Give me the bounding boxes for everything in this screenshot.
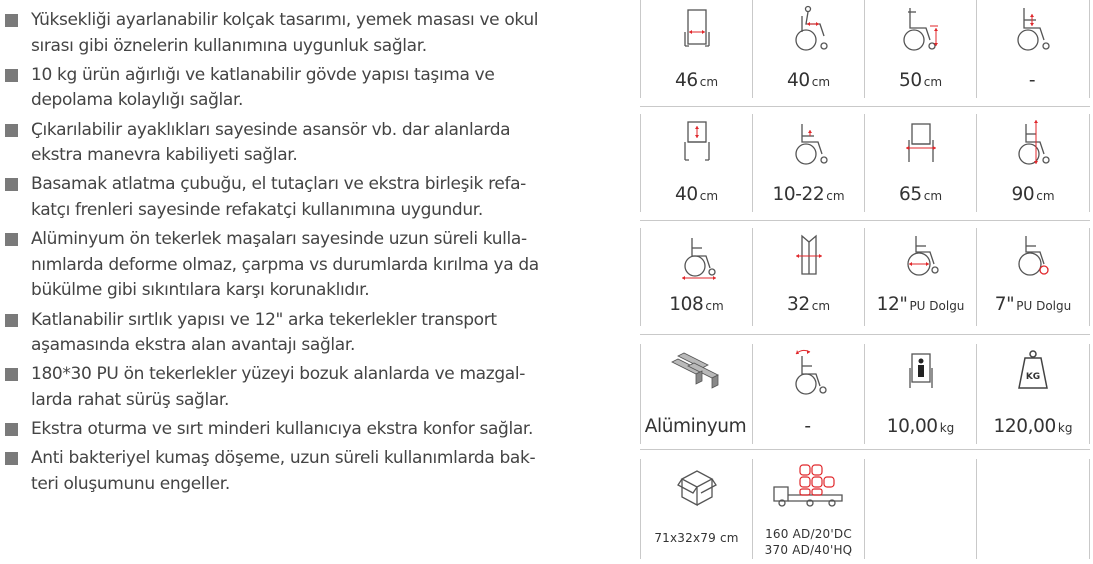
feature-item — [0, 308, 600, 359]
feature-text: nımlarda deforme olmaz, çarpma vs durumlarda kırılma ya da — [31, 254, 539, 275]
spec-value: 120,00 — [993, 416, 1056, 437]
feature-text: 180*30 PU ön tekerlekler yüzeyi bozuk alanlarda ve mazgal- — [31, 364, 525, 385]
folded-width-icon — [780, 232, 838, 282]
feature-text: teri oluşumunu engeller. — [31, 473, 230, 494]
feature-text: Basamak atlatma çubuğu, el tutaçları ve ekstra birleşik refa- — [31, 174, 526, 195]
seat-height-icon — [892, 4, 950, 54]
feature-list — [0, 8, 600, 501]
spec-value: 10,00 — [886, 416, 938, 437]
spec-cell-container — [752, 459, 864, 559]
spec-unit: PU Dolgu — [1016, 299, 1072, 313]
feature-item — [0, 417, 600, 443]
spec-grid — [640, 0, 1090, 564]
total-length-icon — [668, 232, 726, 282]
spec-cell-total-width — [864, 114, 976, 212]
feature-text: bükülme gibi sıkıntılara karşı korunaklıdır. — [31, 280, 370, 301]
spec-value: 65 — [898, 184, 922, 205]
row-divider — [640, 449, 1090, 450]
feature-text: Katlanabilir sırtlık yapısı ve 12" arka tekerlekler transport — [31, 309, 497, 330]
spec-cell-seat-depth — [752, 0, 864, 98]
spec-value: 12" — [876, 294, 908, 315]
spec-unit: cm — [811, 75, 831, 89]
feature-item — [0, 362, 600, 413]
rear-wheel-icon — [892, 232, 950, 282]
feature-text: 10 kg ürün ağırlığı ve katlanabilir gövde yapısı taşıma ve — [31, 64, 495, 85]
spec-value: 90 — [1011, 184, 1035, 205]
spec-value: 40 — [674, 184, 698, 205]
feature-item — [0, 8, 600, 59]
container-truck-icon — [769, 463, 849, 513]
backrest-width-icon — [668, 118, 726, 168]
seat-width-icon — [668, 4, 726, 54]
package-box-icon — [668, 463, 726, 513]
spec-value: 40 — [786, 70, 810, 91]
spec-cell-package — [640, 459, 752, 559]
spec-cell-empty — [864, 459, 976, 559]
row-divider — [640, 106, 1090, 107]
feature-item — [0, 227, 600, 304]
spec-unit: cm — [923, 189, 943, 203]
spec-cell-backrest-recline — [752, 344, 864, 444]
seat-depth-icon — [780, 4, 838, 54]
spec-cell-armrest-adjust — [752, 114, 864, 212]
spec-value: Alüminyum — [644, 416, 747, 437]
svg-text:KG: KG — [1025, 372, 1041, 382]
feature-item — [0, 63, 600, 114]
feature-text: katçı frenleri sayesinde refakatçi kullanımına uygundur. — [31, 199, 483, 220]
feature-text: Ekstra oturma ve sırt minderi kullanıcıya ekstra konfor sağlar. — [31, 419, 534, 440]
bullet-square-icon — [5, 423, 18, 436]
spec-value: - — [1028, 70, 1036, 91]
feature-text: Yüksekliği ayarlanabilir kolçak tasarımı, yemek masası ve okul — [31, 10, 539, 30]
bullet-square-icon — [5, 233, 18, 246]
armrest-adjust-icon — [780, 118, 838, 168]
spec-value: 50 — [898, 70, 922, 91]
spec-unit: cm — [1036, 189, 1055, 203]
feature-text: depolama kolaylığı sağlar. — [31, 90, 244, 111]
backrest-recline-icon — [780, 348, 838, 398]
bullet-square-icon — [5, 124, 18, 137]
spec-cell-armrest-height — [976, 0, 1090, 98]
bullet-square-icon — [5, 178, 18, 191]
spec-cell-seat-width — [640, 0, 752, 98]
bullet-square-icon — [5, 14, 18, 27]
front-wheel-icon — [1004, 232, 1062, 282]
spec-value: 10-22 — [772, 184, 825, 205]
feature-text: ekstra manevra kabiliyeti sağlar. — [31, 145, 298, 166]
feature-text: Çıkarılabilir ayaklıkları sayesinde asansör vb. dar alanlarda — [31, 119, 511, 140]
spec-unit: cm — [699, 189, 719, 203]
spec-cell-rear-wheel — [864, 228, 976, 326]
feature-item — [0, 446, 600, 497]
spec-row — [640, 114, 1090, 212]
total-height-icon — [1004, 118, 1062, 168]
spec-unit: cm — [811, 299, 831, 313]
kg-weight-icon — [1004, 348, 1062, 398]
spec-value: 32 — [786, 294, 810, 315]
spec-cell-product-weight — [864, 344, 976, 444]
feature-item — [0, 118, 600, 169]
feature-item — [0, 172, 600, 223]
spec-value: 7" — [994, 294, 1015, 315]
spec-cell-total-height — [976, 114, 1090, 212]
spec-value-2: 370 AD/40'HQ — [764, 543, 853, 557]
spec-cell-seat-height — [864, 0, 976, 98]
spec-value: 71x32x79 cm — [654, 531, 739, 545]
spec-cell-front-wheel — [976, 228, 1090, 326]
feature-text: Anti bakteriyel kumaş döşeme, uzun süreli kullanımlarda bak- — [31, 448, 536, 469]
spec-value: 160 AD/20'DC — [765, 527, 852, 541]
spec-cell-backrest-width — [640, 114, 752, 212]
row-divider — [640, 220, 1090, 221]
spec-unit: kg — [939, 421, 955, 435]
bullet-square-icon — [5, 314, 18, 327]
spec-value: 46 — [674, 70, 698, 91]
spec-unit: cm — [826, 189, 845, 203]
spec-cell-folded-width — [752, 228, 864, 326]
spec-value: - — [804, 416, 811, 437]
bullet-square-icon — [5, 368, 18, 381]
spec-row — [640, 0, 1090, 98]
spec-unit: kg — [1057, 421, 1073, 435]
feature-text: sırası gibi öznelerin kullanımına uygunluk sağlar. — [31, 35, 427, 56]
bullet-square-icon — [5, 69, 18, 82]
spec-cell-total-length — [640, 228, 752, 326]
spec-row — [640, 459, 1090, 559]
spec-cell-max-load — [976, 344, 1090, 444]
spec-cell-material — [640, 344, 752, 444]
spec-unit: cm — [699, 75, 719, 89]
spec-unit: PU Dolgu — [909, 299, 965, 313]
feature-text: larda rahat sürüş sağlar. — [31, 389, 230, 410]
row-divider — [640, 334, 1090, 335]
spec-row — [640, 228, 1090, 326]
spec-row — [640, 344, 1090, 444]
spec-value: 108 — [669, 294, 704, 315]
spec-unit: cm — [705, 299, 724, 313]
spec-cell-empty — [976, 459, 1090, 559]
feature-text: Alüminyum ön tekerlek maşaları sayesinde uzun süreli kulla- — [31, 229, 527, 250]
bullet-square-icon — [5, 452, 18, 465]
total-width-icon — [892, 118, 950, 168]
armrest-height-icon — [1004, 4, 1062, 54]
user-weight-icon — [892, 348, 950, 398]
spec-unit: cm — [923, 75, 943, 89]
aluminium-profile-icon — [662, 348, 732, 398]
feature-text: aşamasında ekstra alan avantajı sağlar. — [31, 335, 356, 356]
